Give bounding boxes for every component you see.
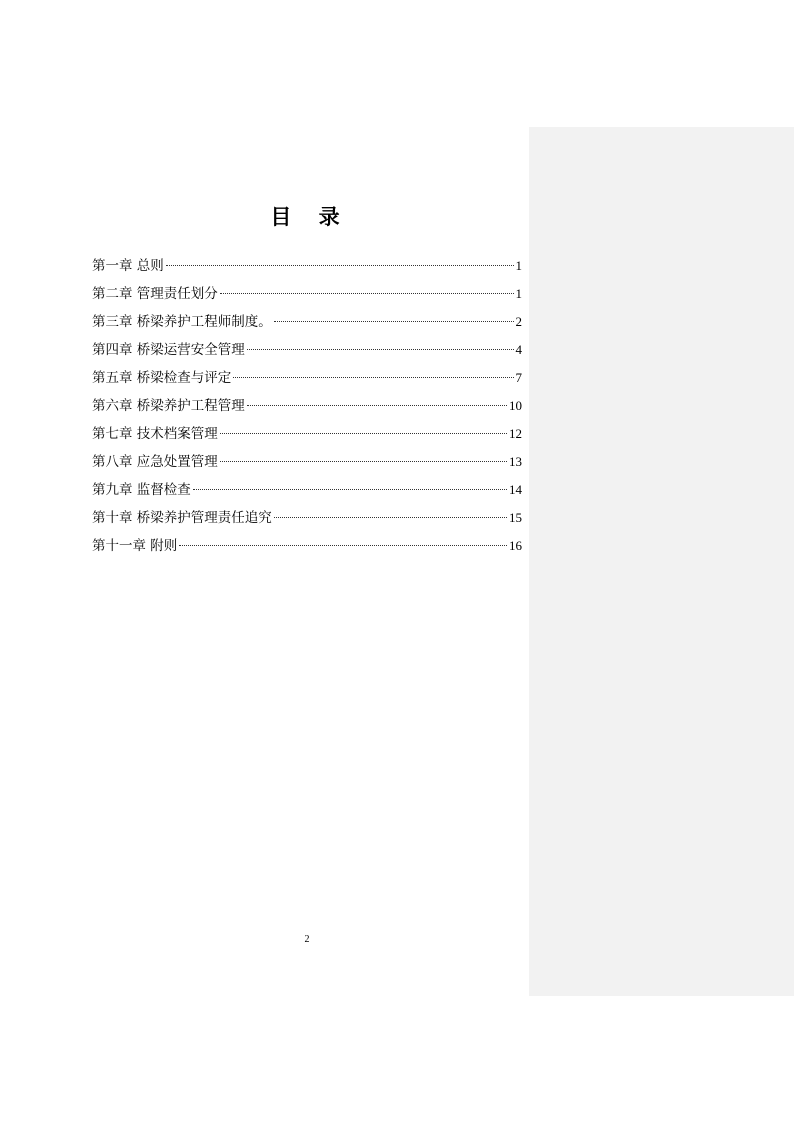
toc-page-number: 2 <box>515 314 522 329</box>
toc-leader <box>193 489 507 490</box>
toc-chapter: 第十一章 附则 <box>92 538 178 554</box>
toc-list <box>92 256 522 564</box>
toc-title: 目 录 <box>270 205 350 229</box>
toc-page-number: 4 <box>515 342 522 357</box>
toc-leader <box>247 349 514 350</box>
toc-chapter: 第二章 管理责任划分 <box>92 286 218 302</box>
toc-entry-2[interactable] <box>92 284 522 312</box>
toc-page-number: 1 <box>515 258 522 273</box>
toc-entry-10[interactable] <box>92 508 522 536</box>
toc-chapter: 第三章 桥梁养护工程师制度。 <box>92 314 272 330</box>
toc-page-number: 14 <box>509 482 522 497</box>
toc-leader <box>166 265 514 266</box>
toc-chapter: 第六章 桥梁养护工程管理 <box>92 398 245 414</box>
toc-entry-11[interactable] <box>92 536 522 564</box>
toc-leader <box>274 517 507 518</box>
toc-page-number: 7 <box>515 370 522 385</box>
toc-page-number: 13 <box>509 454 522 469</box>
toc-entry-6[interactable] <box>92 396 522 424</box>
toc-leader <box>179 545 507 546</box>
page-number: 2 <box>304 934 310 945</box>
toc-page-number: 10 <box>509 398 522 413</box>
toc-leader <box>220 461 507 462</box>
toc-page-number: 12 <box>509 426 522 441</box>
toc-entry-3[interactable] <box>92 312 522 340</box>
toc-entry-4[interactable] <box>92 340 522 368</box>
toc-chapter: 第八章 应急处置管理 <box>92 454 218 470</box>
toc-entry-1[interactable] <box>92 256 522 284</box>
toc-leader <box>220 433 507 434</box>
toc-page-number: 15 <box>509 510 522 525</box>
toc-leader <box>220 293 514 294</box>
comment-pane <box>529 127 794 996</box>
toc-entry-5[interactable] <box>92 368 522 396</box>
toc-entry-9[interactable] <box>92 480 522 508</box>
toc-leader <box>233 377 513 378</box>
toc-leader <box>274 321 514 322</box>
toc-chapter: 第四章 桥梁运营安全管理 <box>92 342 245 358</box>
toc-chapter: 第七章 技术档案管理 <box>92 426 218 442</box>
toc-chapter: 第九章 监督检查 <box>92 482 191 498</box>
toc-entry-8[interactable] <box>92 452 522 480</box>
toc-page-number: 16 <box>509 538 522 553</box>
toc-entry-7[interactable] <box>92 424 522 452</box>
toc-chapter: 第五章 桥梁检查与评定 <box>92 370 232 386</box>
toc-chapter: 第十章 桥梁养护管理责任追究 <box>92 510 272 526</box>
toc-chapter: 第一章 总则 <box>92 258 164 274</box>
toc-page-number: 1 <box>515 286 522 301</box>
toc-leader <box>247 405 507 406</box>
